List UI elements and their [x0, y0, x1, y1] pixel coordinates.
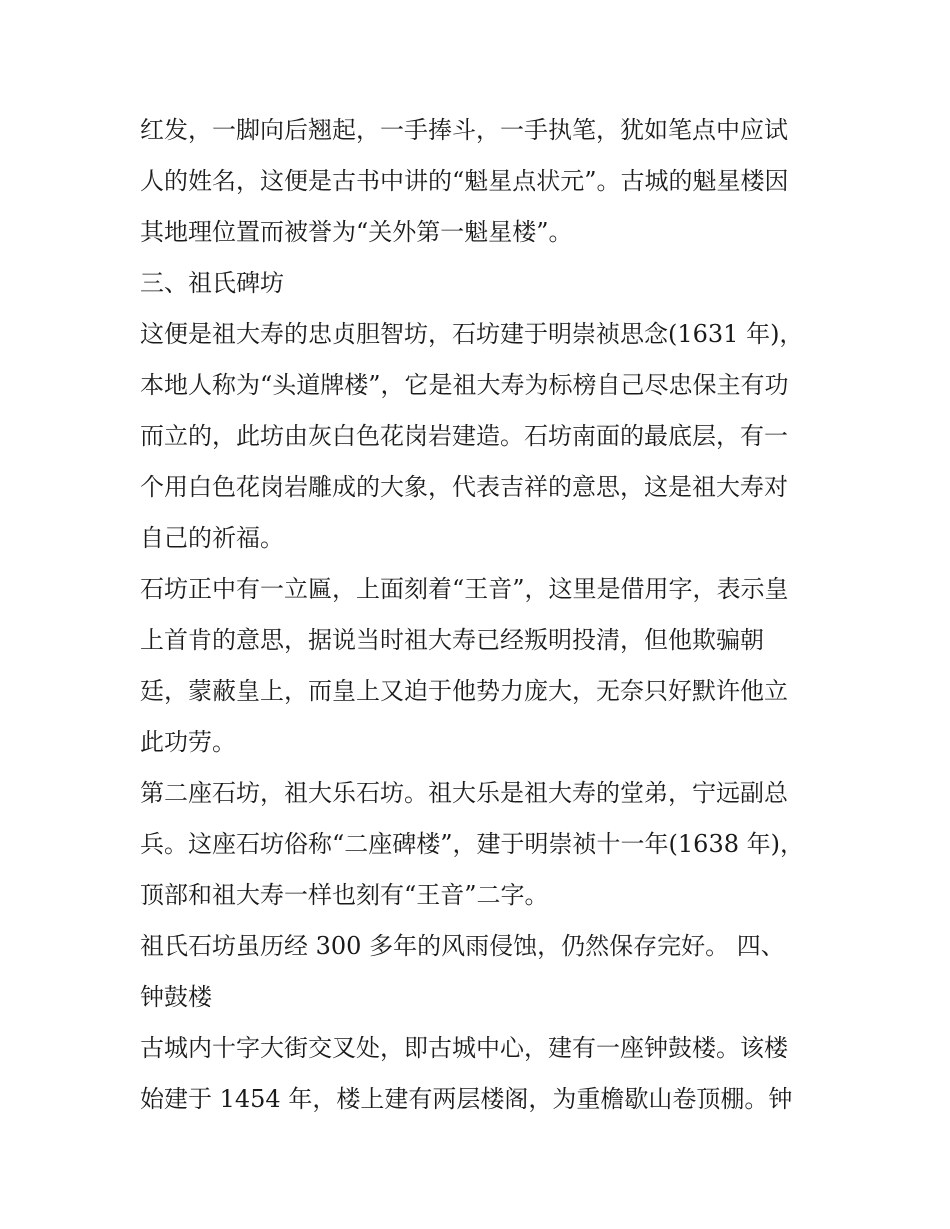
text-line: 石坊正中有一立匾，上面刻着“王音”，这里是借用字，表示皇 [140, 575, 789, 603]
text-line: 上首肯的意思，据说当时祖大寿已经叛明投清，但他欺骗朝 [140, 626, 764, 654]
text-line: 人的姓名，这便是古书中讲的“魁星点状元”。古城的魁星楼因 [140, 167, 789, 195]
text-line: 个用白色花岗岩雕成的大象，代表吉祥的意思，这是祖大寿对 [140, 473, 788, 501]
text-line: 祖氏石坊虽历经 300 多年的风雨侵蚀，仍然保存完好。 四、 [140, 932, 785, 960]
text-line: 这便是祖大寿的忠贞胆智坊，石坊建于明崇祯思念(1631 年)， [140, 320, 804, 348]
text-line: 红发，一脚向后翘起，一手捧斗，一手执笔，犹如笔点中应试 [140, 116, 788, 144]
text-line: 始建于 1454 年，楼上建有两层楼阁，为重檐歇山卷顶棚。钟 [140, 1085, 793, 1113]
text-line: 本地人称为“头道牌楼”，它是祖大寿为标榜自己尽忠保主有功 [140, 371, 789, 399]
text-line: 兵。这座石坊俗称“二座碑楼”，建于明崇祯十一年(1638 年)， [140, 830, 804, 858]
text-line: 廷，蒙蔽皇上，而皇上又迫于他势力庞大，无奈只好默许他立 [140, 677, 788, 705]
section-heading: 钟鼓楼 [140, 983, 212, 1011]
text-line: 其地理位置而被誉为“关外第一魁星楼”。 [140, 218, 573, 246]
text-line: 而立的，此坊由灰白色花岗岩建造。石坊南面的最底层，有一 [140, 422, 788, 450]
section-heading: 三、祖氏碑坊 [140, 269, 284, 297]
text-line: 此功劳。 [140, 728, 236, 756]
document-body [140, 105, 820, 1125]
text-line: 自己的祈福。 [140, 524, 284, 552]
text-line: 顶部和祖大寿一样也刻有“王音”二字。 [140, 881, 549, 909]
text-line: 古城内十字大街交叉处，即古城中心，建有一座钟鼓楼。该楼 [140, 1034, 788, 1062]
text-line: 第二座石坊，祖大乐石坊。祖大乐是祖大寿的堂弟，宁远副总 [140, 779, 788, 807]
